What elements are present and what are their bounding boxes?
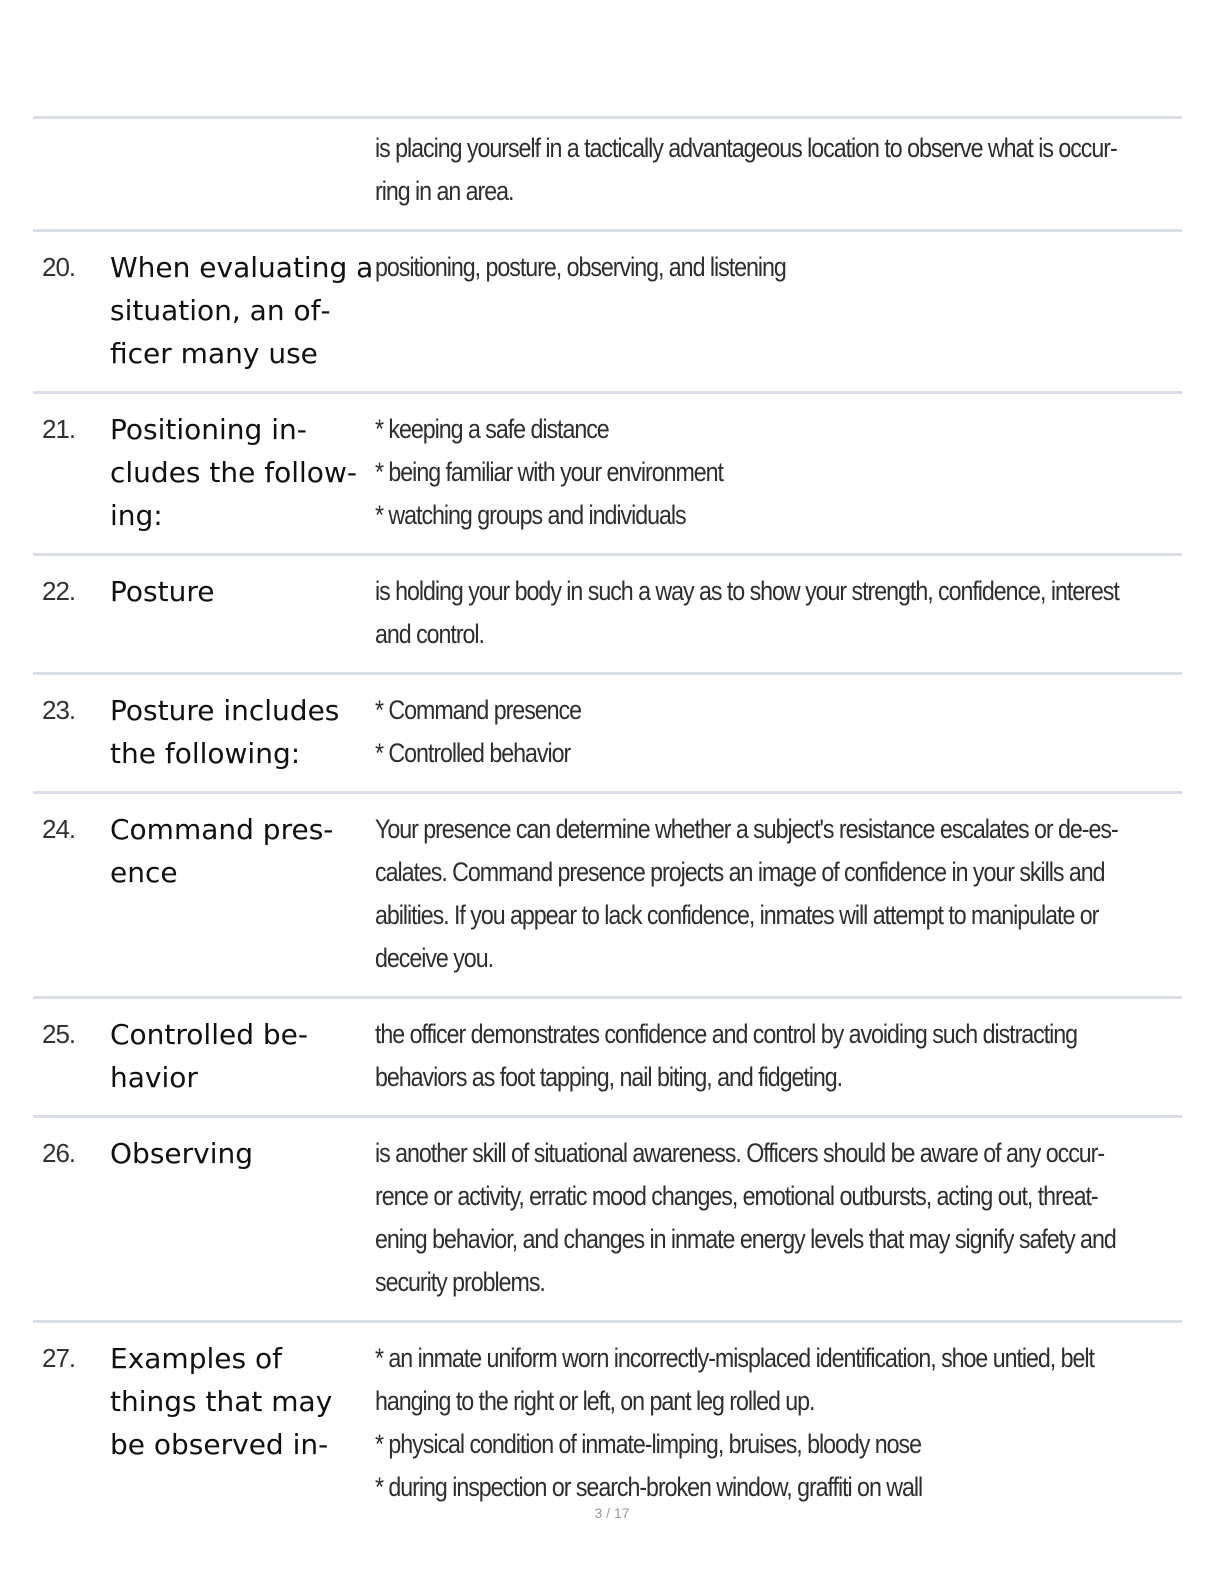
card-number: 22. <box>42 576 76 606</box>
card-term: Positioning includes the following: <box>110 413 357 532</box>
card-row-continued <box>33 116 1182 229</box>
card-term: Command presence <box>110 813 334 889</box>
definition-line: rence or activity, erratic mood changes, emotional outbursts, acting out, threat- <box>375 1181 1098 1211</box>
card-number: 26. <box>42 1138 76 1168</box>
definition-line: the officer demonstrates confidence and control by avoiding such distracting <box>375 1019 1078 1049</box>
flashcard-table <box>33 116 1182 1525</box>
definition-line: * being familiar with your environment <box>375 457 723 487</box>
definition-line: behaviors as foot tapping, nail biting, and fidgeting. <box>375 1062 843 1092</box>
card-number: 27. <box>42 1343 76 1373</box>
card-row-27 <box>33 1320 1182 1525</box>
card-row-26 <box>33 1115 1182 1320</box>
card-term: When evaluating a situation, an officer many use <box>110 251 374 370</box>
definition-line: security problems. <box>375 1267 545 1297</box>
page-indicator: 3 / 17 <box>594 1505 630 1521</box>
definition-line: * Controlled behavior <box>375 738 571 768</box>
definition-line: Your presence can determine whether a subject's resistance escalates or de-es- <box>375 814 1118 844</box>
card-number: 25. <box>42 1019 76 1049</box>
definition-line: * an inmate uniform worn incorrectly-misplaced identification, shoe untied, belt <box>375 1343 1094 1373</box>
card-term: Examples of things that may be observed in- <box>110 1342 333 1461</box>
card-number: 20. <box>42 252 76 282</box>
card-definition <box>375 570 1119 656</box>
definition-line: hanging to the right or left, on pant leg rolled up. <box>375 1386 815 1416</box>
card-number: 24. <box>42 814 76 844</box>
card-term <box>110 127 375 213</box>
definition-line: abilities. If you appear to lack confidence, inmates will attempt to manipulate or <box>375 900 1099 930</box>
card-row-23 <box>33 672 1182 791</box>
card-row-25 <box>33 996 1182 1115</box>
definition-line: * keeping a safe distance <box>375 414 609 444</box>
card-definition <box>375 1132 1116 1304</box>
card-number <box>33 127 110 213</box>
card-definition <box>375 408 1069 537</box>
definition-line: and control. <box>375 619 484 649</box>
definition-line: ring in an area. <box>375 176 514 206</box>
card-number: 21. <box>42 414 76 444</box>
definition-line: is holding your body in such a way as to show your strength, confidence, interest <box>375 576 1119 606</box>
card-definition <box>375 808 1118 980</box>
definition-line: positioning, posture, observing, and listening <box>375 252 786 282</box>
card-row-22 <box>33 553 1182 672</box>
card-term: Controlled behavior <box>110 1018 309 1094</box>
definition-line: ening behavior, and changes in inmate energy levels that may signify safety and <box>375 1224 1116 1254</box>
card-definition <box>375 1013 1077 1099</box>
definition-line: calates. Command presence projects an image of confidence in your skills and <box>375 857 1105 887</box>
card-term: Posture <box>110 575 215 608</box>
card-term: Observing <box>110 1137 254 1170</box>
definition-line: * during inspection or search-broken window, graffiti on wall <box>375 1472 923 1502</box>
card-definition <box>375 246 1069 375</box>
card-definition <box>375 127 1117 213</box>
card-row-24 <box>33 791 1182 996</box>
definition-line: * watching groups and individuals <box>375 500 686 530</box>
definition-line: deceive you. <box>375 943 493 973</box>
card-number: 23. <box>42 695 76 725</box>
definition-line: * Command presence <box>375 695 581 725</box>
card-term: Posture includes the following: <box>110 694 340 770</box>
card-row-20 <box>33 229 1182 391</box>
card-definition <box>375 689 1069 775</box>
definition-line: is another skill of situational awareness. Officers should be aware of any occur- <box>375 1138 1105 1168</box>
definition-line: is placing yourself in a tactically advantageous location to observe what is occur- <box>375 133 1117 163</box>
card-definition <box>375 1337 1094 1509</box>
definition-line: * physical condition of inmate-limping, bruises, bloody nose <box>375 1429 922 1459</box>
card-row-21 <box>33 391 1182 553</box>
